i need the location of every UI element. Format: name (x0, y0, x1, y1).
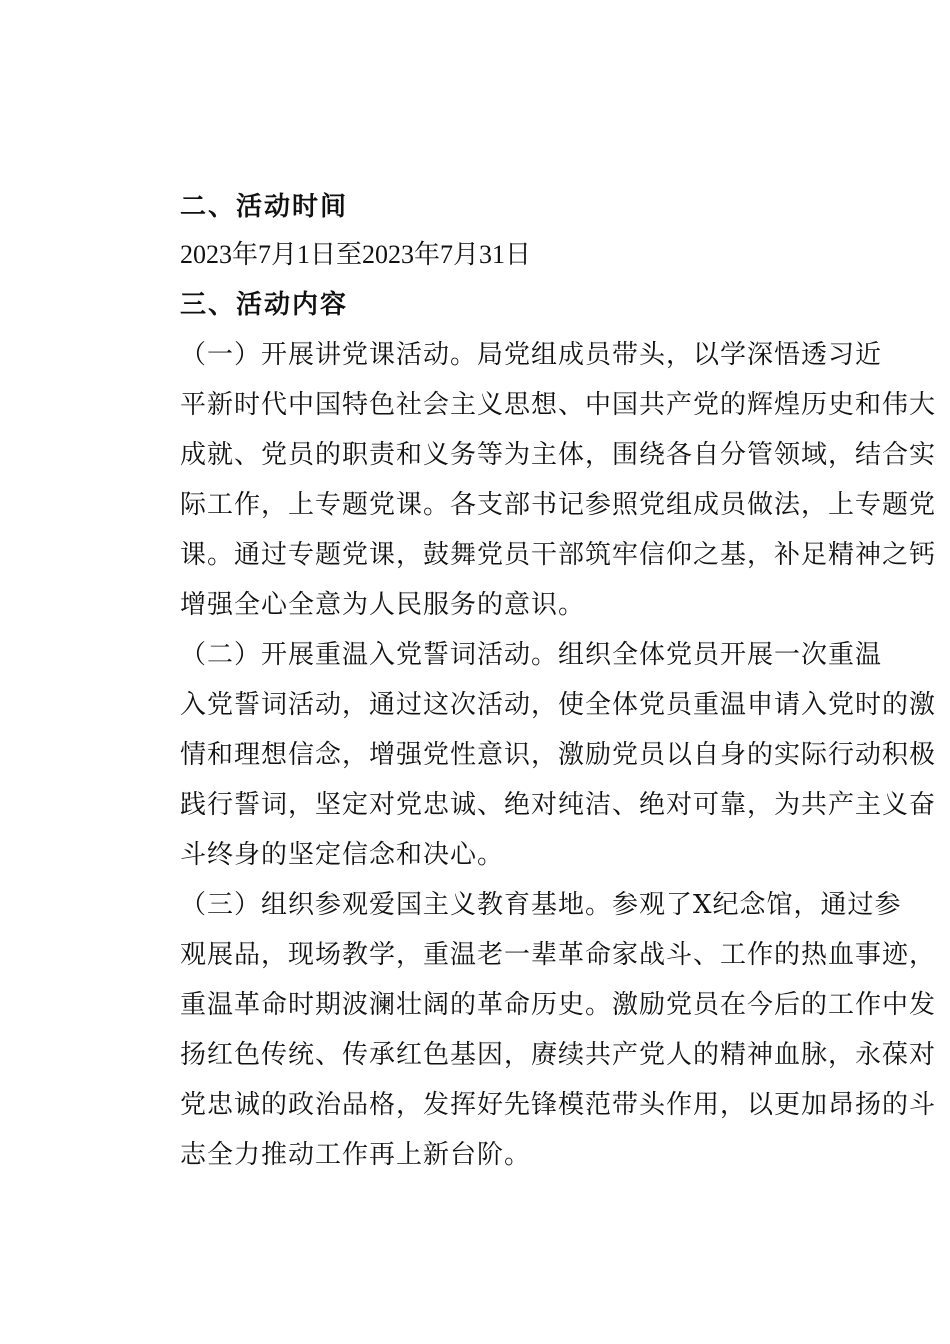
paragraph-3-line-3: 重温革命时期波澜壮阔的革命历史。激励党员在今后的工作中发 (180, 990, 937, 1020)
paragraph-1-line-4: 际工作，上专题党课。各支部书记参照党组成员做法，上专题党 (180, 490, 937, 520)
section-heading-activity-time: 二、活动时间 (180, 192, 349, 222)
paragraph-3-line-5: 党忠诚的政治品格，发挥好先锋模范带头作用，以更加昂扬的斗 (180, 1090, 937, 1120)
paragraph-1-line-3: 成就、党员的职责和义务等为主体，围绕各自分管领域，结合实 (180, 440, 937, 470)
paragraph-2-line-4: 践行誓词，坚定对党忠诚、绝对纯洁、绝对可靠，为共产主义奋 (180, 790, 937, 820)
paragraph-3-line-1: （三）组织参观爱国主义教育基地。参观了X纪念馆，通过参 (180, 890, 902, 920)
paragraph-2-line-2: 入党誓词活动，通过这次活动，使全体党员重温申请入党时的激 (180, 690, 937, 720)
paragraph-1-line-2: 平新时代中国特色社会主义思想、中国共产党的辉煌历史和伟大 (180, 390, 937, 420)
paragraph-1-line-1: （一）开展讲党课活动。局党组成员带头，以学深悟透习近 (180, 340, 883, 370)
section-heading-activity-content: 三、活动内容 (180, 290, 349, 320)
paragraph-1-line-5: 课。通过专题党课，鼓舞党员干部筑牢信仰之基，补足精神之钙 (180, 540, 937, 570)
paragraph-2-line-5: 斗终身的坚定信念和决心。 (180, 840, 505, 870)
paragraph-3-line-2: 观展品，现场教学，重温老一辈革命家战斗、工作的热血事迹， (180, 940, 937, 970)
paragraph-2-line-1: （二）开展重温入党誓词活动。组织全体党员开展一次重温 (180, 640, 883, 670)
paragraph-1-line-6: 增强全心全意为人民服务的意识。 (180, 590, 586, 620)
activity-date-range: 2023年7月1日至2023年7月31日 (180, 240, 532, 269)
paragraph-3-line-4: 扬红色传统、传承红色基因，赓续共产党人的精神血脉，永葆对 (180, 1040, 937, 1070)
paragraph-2-line-3: 情和理想信念，增强党性意识，激励党员以自身的实际行动积极 (180, 740, 937, 770)
paragraph-3-line-6: 志全力推动工作再上新台阶。 (180, 1140, 532, 1170)
